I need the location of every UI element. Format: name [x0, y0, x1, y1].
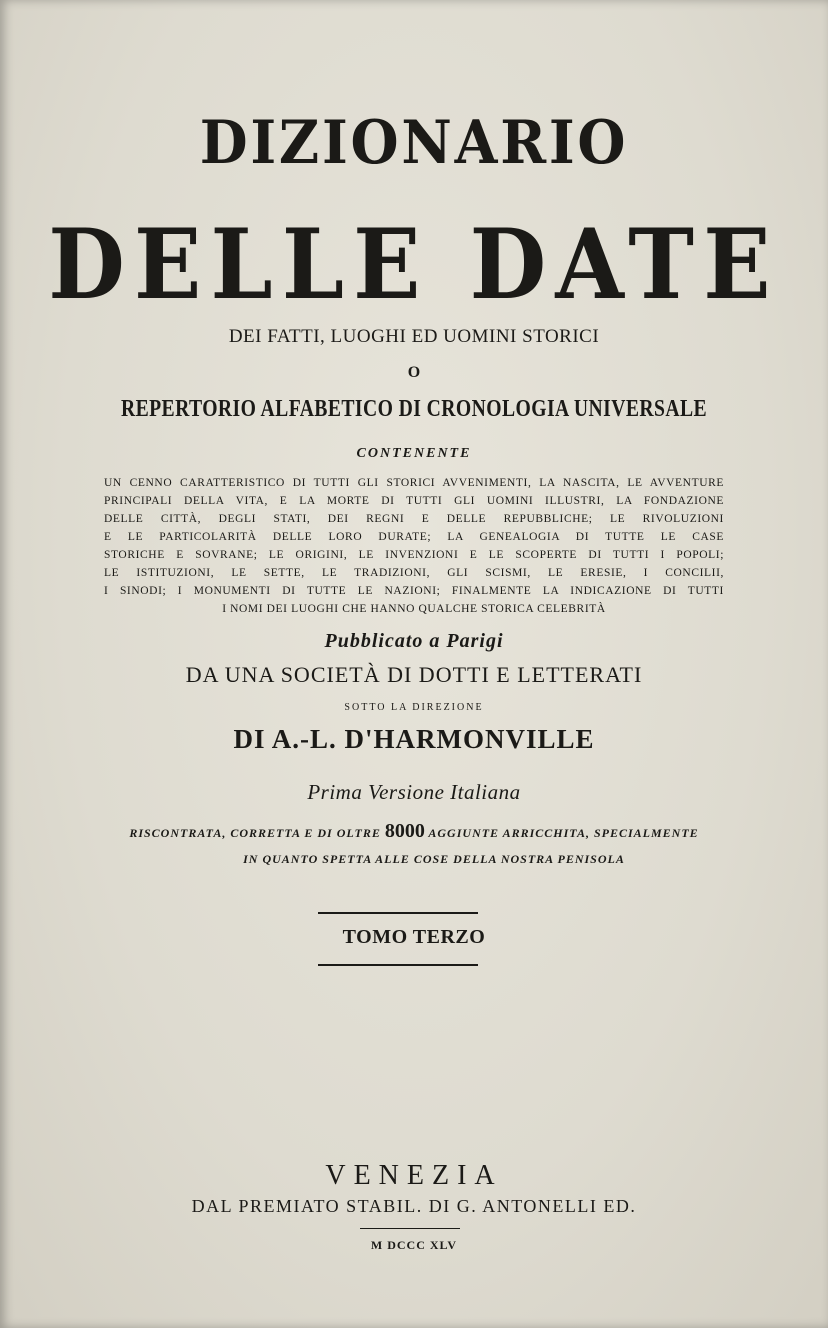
edition-note [94, 818, 734, 872]
description-line: LE ISTITUZIONI, LE SETTE, LE TRADIZIONI, GLI SCISMI, LE ERESIE, I CONCILII, [104, 567, 724, 579]
divider-top [318, 912, 478, 914]
author: DI A.-L. D'HARMONVILLE [233, 724, 595, 754]
subtitle-line-1: DEI FATTI, LUOGHI ED UOMINI STORICI [228, 326, 600, 347]
description-line: STORICHE E SOVRANE; LE ORIGINI, LE INVENZIONI E LE SCOPERTE DI TUTTI I POPOLI; [104, 549, 724, 561]
published-in: Pubblicato a Parigi [324, 630, 504, 652]
description-line: PRINCIPALI DELLA VITA, E LA MORTE DI TUTTI GLI UOMINI ILLUSTRI, LA FONDAZIONE [104, 495, 724, 507]
publication-year: M DCCC XLV [370, 1238, 458, 1252]
contenente-label: CONTENENTE [356, 446, 472, 461]
description-line: E LE PARTICOLARITÀ DELLE LORO DURATE; LA GENEALOGIA DI TUTTE LE CASE [104, 531, 724, 543]
divider-bottom [318, 964, 478, 966]
title-line-1: DIZIONARIO [199, 108, 629, 178]
version-note: Prima Versione Italiana [307, 780, 521, 804]
edition-note-pre: RISCONTRATA, CORRETTA E DI OLTRE [129, 826, 381, 840]
subtitle-line-2: REPERTORIO ALFABETICO DI CRONOLOGIA UNIVERSALE [120, 396, 708, 422]
edition-note-line-2: IN QUANTO SPETTA ALLE COSE DELLA NOSTRA PENISOLA [243, 852, 625, 866]
description-line: I NOMI DEI LUOGHI CHE HANNO QUALCHE STORICA CELEBRITÀ [222, 603, 606, 615]
description-line: DELLE CITTÀ, DEGLI STATI, DEI REGNI E DELLE REPUBBLICHE; LE RIVOLUZIONI [104, 513, 724, 525]
title-line-2: DELLE DATE [48, 208, 780, 321]
under-direction: SOTTO LA DIREZIONE [344, 702, 484, 713]
edition-note-post: AGGIUNTE ARRICCHITA, SPECIALMENTE [428, 826, 699, 840]
divider-imprint [360, 1228, 460, 1229]
edition-note-number: 8000 [384, 820, 425, 842]
volume-label: TOMO TERZO [342, 926, 486, 948]
printer: DAL PREMIATO STABIL. DI G. ANTONELLI ED. [191, 1196, 637, 1216]
description-line: UN CENNO CARATTERISTICO DI TUTTI GLI STORICI AVVENIMENTI, LA NASCITA, LE AVVENTURE [104, 477, 724, 489]
description-line: I SINODI; I MONUMENTI DI TUTTE LE NAZIONI; FINALMENTE LA INDICAZIONE DI TUTTI [104, 585, 724, 597]
society: DA UNA SOCIETÀ DI DOTTI E LETTERATI [185, 662, 643, 687]
description-block [104, 474, 724, 618]
subtitle-or: O [407, 364, 421, 381]
city: VENEZIA [325, 1160, 503, 1191]
